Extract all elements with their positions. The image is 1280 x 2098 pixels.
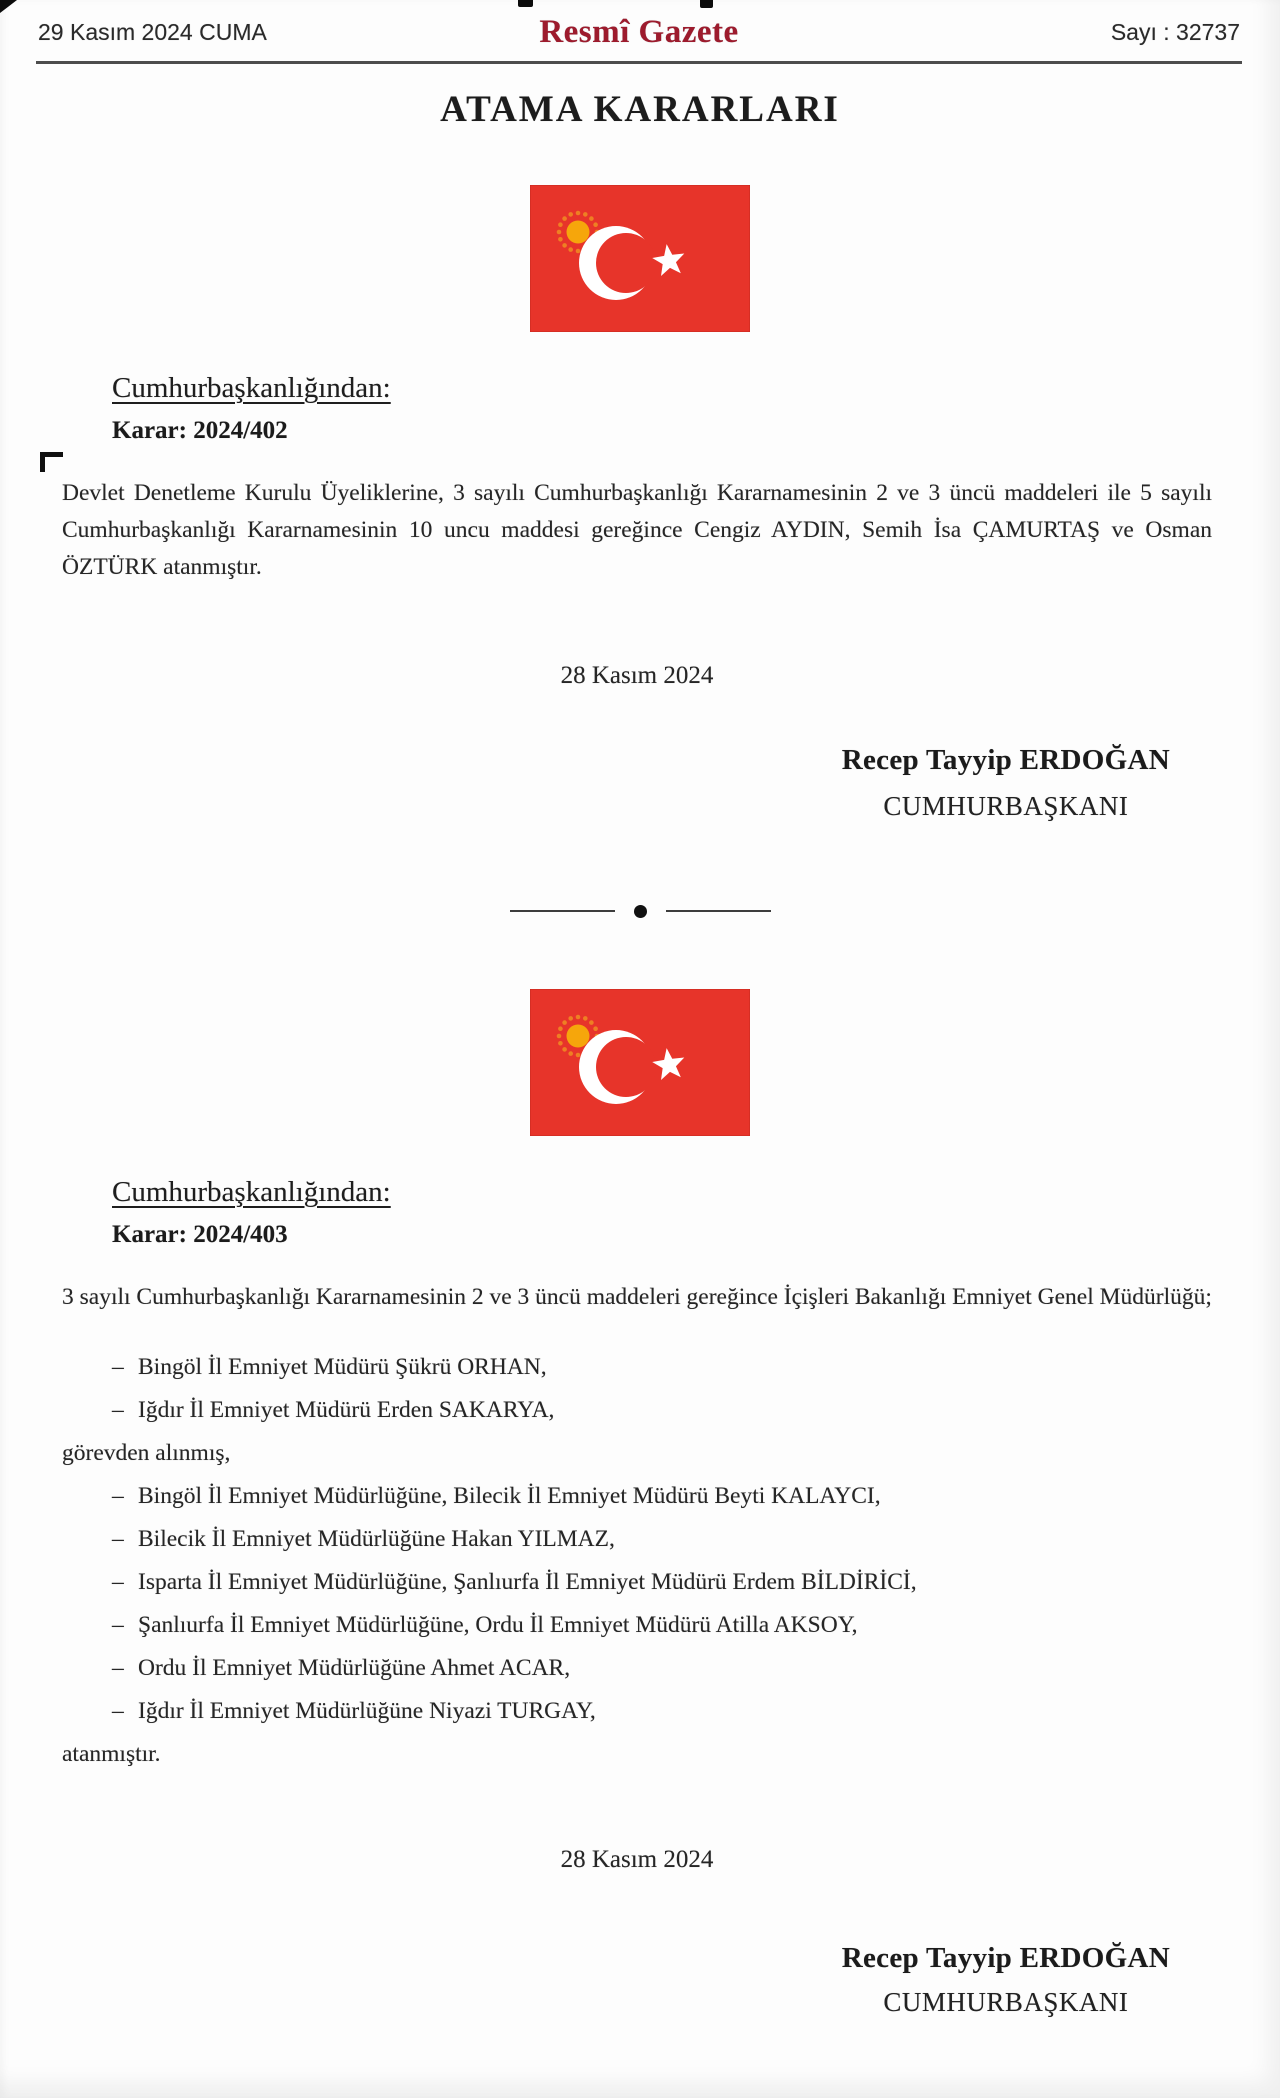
list-item-marker: – <box>112 1526 124 1552</box>
list-item <box>62 1389 1212 1432</box>
signature-block <box>842 1942 1170 2018</box>
list-item-text: Bilecik İl Emniyet Müdürlüğüne Hakan YILMAZ, <box>138 1526 615 1552</box>
section-divider <box>0 904 1280 918</box>
list-item-text: Iğdır İl Emniyet Müdürü Erden SAKARYA, <box>138 1397 555 1423</box>
divider-dot <box>634 905 647 918</box>
page-header <box>36 0 1242 64</box>
decision-date: 28 Kasım 2024 <box>560 1846 714 1873</box>
list-item-text: Iğdır İl Emniyet Müdürlüğüne Niyazi TURGAY, <box>138 1698 596 1724</box>
appointed-note: atanmıştır. <box>62 1741 161 1767</box>
signer-title: CUMHURBAŞKANI <box>883 1987 1129 2017</box>
list-item-marker: – <box>112 1655 124 1681</box>
scan-artifact-top-1 <box>518 0 533 7</box>
list-item-marker: – <box>112 1483 124 1509</box>
list-item <box>62 1604 1212 1647</box>
scan-artifact-left <box>40 452 63 472</box>
divider-line-left <box>510 910 615 912</box>
divider-line-right <box>666 910 771 912</box>
page-title: ATAMA KARARLARI <box>440 89 840 130</box>
decision-number: Karar: 2024/403 <box>112 1221 288 1248</box>
decree-body: Devlet Denetleme Kurulu Üyeliklerine, 3 sayılı Cumhurbaşkanlığı Kararnamesinin 2 ve 3 üncü maddeleri ile 5 sayılı Cumhurbaşkanlığı Kararnamesinin 10 uncu maddesi gereğince Cengiz AYDIN, Semih İsa ÇAMURTAŞ ve Osman ÖZTÜRK atanmıştır. <box>62 480 1212 580</box>
signer-name: Recep Tayyip ERDOĞAN <box>841 744 1170 776</box>
decision-number: Karar: 2024/402 <box>112 417 288 444</box>
list-item-text: Şanlıurfa İl Emniyet Müdürlüğüne, Ordu İl Emniyet Müdürü Atilla AKSOY, <box>138 1612 858 1638</box>
decree-intro: 3 sayılı Cumhurbaşkanlığı Kararnamesinin 2 ve 3 üncü maddeleri gereğince İçişleri Bakanlığı Emniyet Genel Müdürlüğü; <box>62 1284 1212 1310</box>
decree-section-403 <box>0 989 1280 2018</box>
list-item-marker: – <box>112 1698 124 1724</box>
list-item <box>62 1647 1212 1690</box>
decree-section-402 <box>0 185 1280 822</box>
list-item <box>62 1561 1212 1604</box>
list-item-text: Bingöl İl Emniyet Müdürlüğüne, Bilecik İl Emniyet Müdürü Beyti KALAYCI, <box>138 1483 881 1509</box>
list-item <box>62 1518 1212 1561</box>
list-item <box>62 1475 1212 1518</box>
removed-list <box>62 1346 1212 1475</box>
list-item-marker: – <box>112 1354 124 1380</box>
list-item-marker: – <box>112 1397 124 1423</box>
list-item <box>62 1346 1212 1389</box>
list-item-text: Bingöl İl Emniyet Müdürü Şükrü ORHAN, <box>138 1354 547 1380</box>
issue-date: 29 Kasım 2024 CUMA <box>38 19 267 45</box>
list-item-text: Isparta İl Emniyet Müdürlüğüne, Şanlıurfa İl Emniyet Müdürü Erdem BİLDİRİCİ, <box>138 1569 917 1595</box>
masthead-title: Resmî Gazete <box>539 14 739 50</box>
scan-artifact-top-2 <box>700 0 713 8</box>
list-item <box>62 1690 1212 1733</box>
turkish-presidential-flag-icon <box>530 989 750 1136</box>
authority-heading: Cumhurbaşkanlığından: <box>112 372 391 404</box>
list-item-marker: – <box>112 1569 124 1595</box>
list-item-marker: – <box>112 1612 124 1638</box>
turkish-presidential-flag-icon <box>530 185 750 332</box>
scan-artifact-corner <box>0 0 17 13</box>
issue-number: Sayı : 32737 <box>1110 19 1240 45</box>
appointed-list <box>62 1475 1212 1776</box>
signature-block <box>842 744 1170 822</box>
decision-date: 28 Kasım 2024 <box>560 662 714 689</box>
removed-note: görevden alınmış, <box>62 1440 231 1466</box>
authority-heading: Cumhurbaşkanlığından: <box>112 1176 391 1208</box>
list-item-text: Ordu İl Emniyet Müdürlüğüne Ahmet ACAR, <box>138 1655 571 1681</box>
signer-title: CUMHURBAŞKANI <box>883 791 1129 821</box>
signer-name: Recep Tayyip ERDOĞAN <box>841 1942 1170 1974</box>
